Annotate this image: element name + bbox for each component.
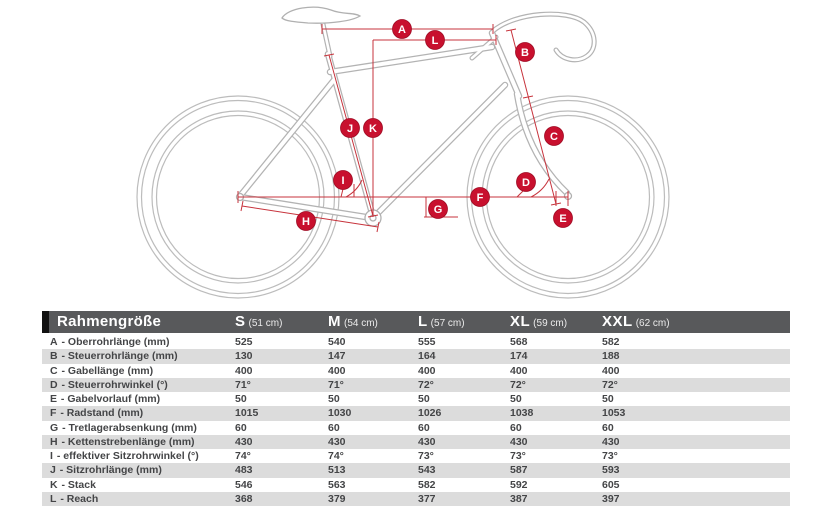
cell-value: 1026 [418,407,442,420]
row-label: F - Radstand (mm) [50,407,144,420]
row-label: H - Kettenstrebenlänge (mm) [50,435,195,448]
cell-value: 72° [418,378,434,391]
row-label: C - Gabellänge (mm) [50,364,154,377]
table-row [42,463,790,477]
cell-value: 483 [235,464,253,477]
marker-F [471,188,490,207]
cell-value: 164 [418,350,436,363]
row-label: J - Sitzrohrlänge (mm) [50,464,162,477]
cell-value: 400 [235,364,253,377]
cell-value: 377 [418,492,436,505]
table-row [42,364,790,378]
row-label: K - Stack [50,478,96,491]
marker-K [364,119,383,138]
cell-value: 60 [328,421,340,434]
cell-value: 72° [602,378,618,391]
marker-D [517,173,536,192]
cell-value: 582 [418,478,436,491]
marker-G [429,200,448,219]
table-row [42,378,790,392]
cell-value: 147 [328,350,346,363]
frame-outline [240,14,594,218]
svg-text:H: H [302,216,310,228]
cell-value: 1015 [235,407,259,420]
cell-value: 72° [510,378,526,391]
marker-A [393,20,412,39]
cell-value: 430 [602,435,620,448]
cell-value: 400 [418,364,436,377]
cell-value: 540 [328,336,346,348]
cell-value: 543 [418,464,436,477]
svg-text:E: E [559,213,567,225]
cell-value: 74° [235,450,251,462]
geometry-table [42,311,790,506]
cell-value: 368 [235,492,253,505]
cell-value: 400 [328,364,346,377]
cell-value: 400 [602,364,620,377]
column-header-xxl: XXL (62 cm) [602,313,670,330]
cell-value: 605 [602,478,620,491]
cell-value: 513 [328,464,346,477]
cell-value: 1030 [328,407,352,420]
column-header-l: L (57 cm) [418,313,465,330]
cell-value: 60 [235,421,247,434]
table-row [42,449,790,463]
cell-value: 50 [328,393,340,405]
cell-value: 430 [510,435,528,448]
cell-value: 188 [602,350,620,363]
cell-value: 71° [328,378,344,391]
table-row [42,406,790,420]
column-header-s: S (51 cm) [235,313,283,330]
column-header-xl: XL (59 cm) [510,313,568,330]
table-body [42,335,790,506]
row-label: E - Gabelvorlauf (mm) [50,393,161,405]
marker-L [426,31,445,50]
svg-text:L: L [431,35,439,47]
cell-value: 430 [418,435,436,448]
cell-value: 593 [602,464,620,477]
cell-value: 174 [510,350,528,363]
marker-H [297,212,316,231]
table-row [42,349,790,363]
row-label: D - Steuerrohrwinkel (°) [50,378,168,391]
cell-value: 397 [602,492,620,505]
cell-value: 50 [418,393,430,405]
cell-value: 555 [418,336,436,348]
cell-value: 50 [510,393,522,405]
cell-value: 60 [510,421,522,434]
cell-value: 73° [418,450,434,462]
table-row [42,421,790,435]
table-row [42,492,790,506]
cell-value: 1038 [510,407,534,420]
svg-text:A: A [398,24,406,36]
cell-value: 400 [510,364,528,377]
cell-value: 74° [328,450,344,462]
svg-text:D: D [522,177,530,189]
marker-J [341,119,360,138]
table-title: Rahmengröße [57,313,162,330]
table-row [42,435,790,449]
column-header-m: M (54 cm) [328,313,378,330]
table-header [42,311,790,333]
svg-text:I: I [341,175,345,187]
cell-value: 582 [602,336,620,348]
cell-value: 130 [235,350,253,363]
table-row [42,392,790,406]
marker-I [334,171,353,190]
saddle [282,7,360,23]
marker-B [516,43,535,62]
row-label: B - Steuerrohrlänge (mm) [50,350,178,363]
marker-E [554,209,573,228]
marker-C [545,127,564,146]
cell-value: 563 [328,478,346,491]
cell-value: 60 [602,421,614,434]
svg-text:C: C [550,131,558,143]
svg-text:F: F [476,192,484,204]
header-black-cap [42,311,49,333]
cell-value: 50 [602,393,614,405]
svg-text:B: B [521,47,529,59]
svg-text:K: K [369,123,377,135]
table-row [42,478,790,492]
svg-text:G: G [433,204,443,216]
cell-value: 50 [235,393,247,405]
row-label: A - Oberrohrlänge (mm) [50,336,170,348]
cell-value: 587 [510,464,528,477]
cell-value: 430 [235,435,253,448]
table-row [42,335,790,349]
cell-value: 379 [328,492,346,505]
cell-value: 592 [510,478,528,491]
cell-value: 525 [235,336,253,348]
cell-value: 73° [510,450,526,462]
row-label: G - Tretlagerabsenkung (mm) [50,421,197,434]
cell-value: 430 [328,435,346,448]
cell-value: 387 [510,492,528,505]
row-label: I - effektiver Sitzrohrwinkel (°) [50,450,199,462]
cell-value: 73° [602,450,618,462]
cell-value: 60 [418,421,430,434]
cell-value: 546 [235,478,253,491]
row-label: L - Reach [50,492,99,505]
cell-value: 568 [510,336,528,348]
cell-value: 1053 [602,407,626,420]
cell-value: 71° [235,378,251,391]
svg-text:J: J [346,123,354,135]
